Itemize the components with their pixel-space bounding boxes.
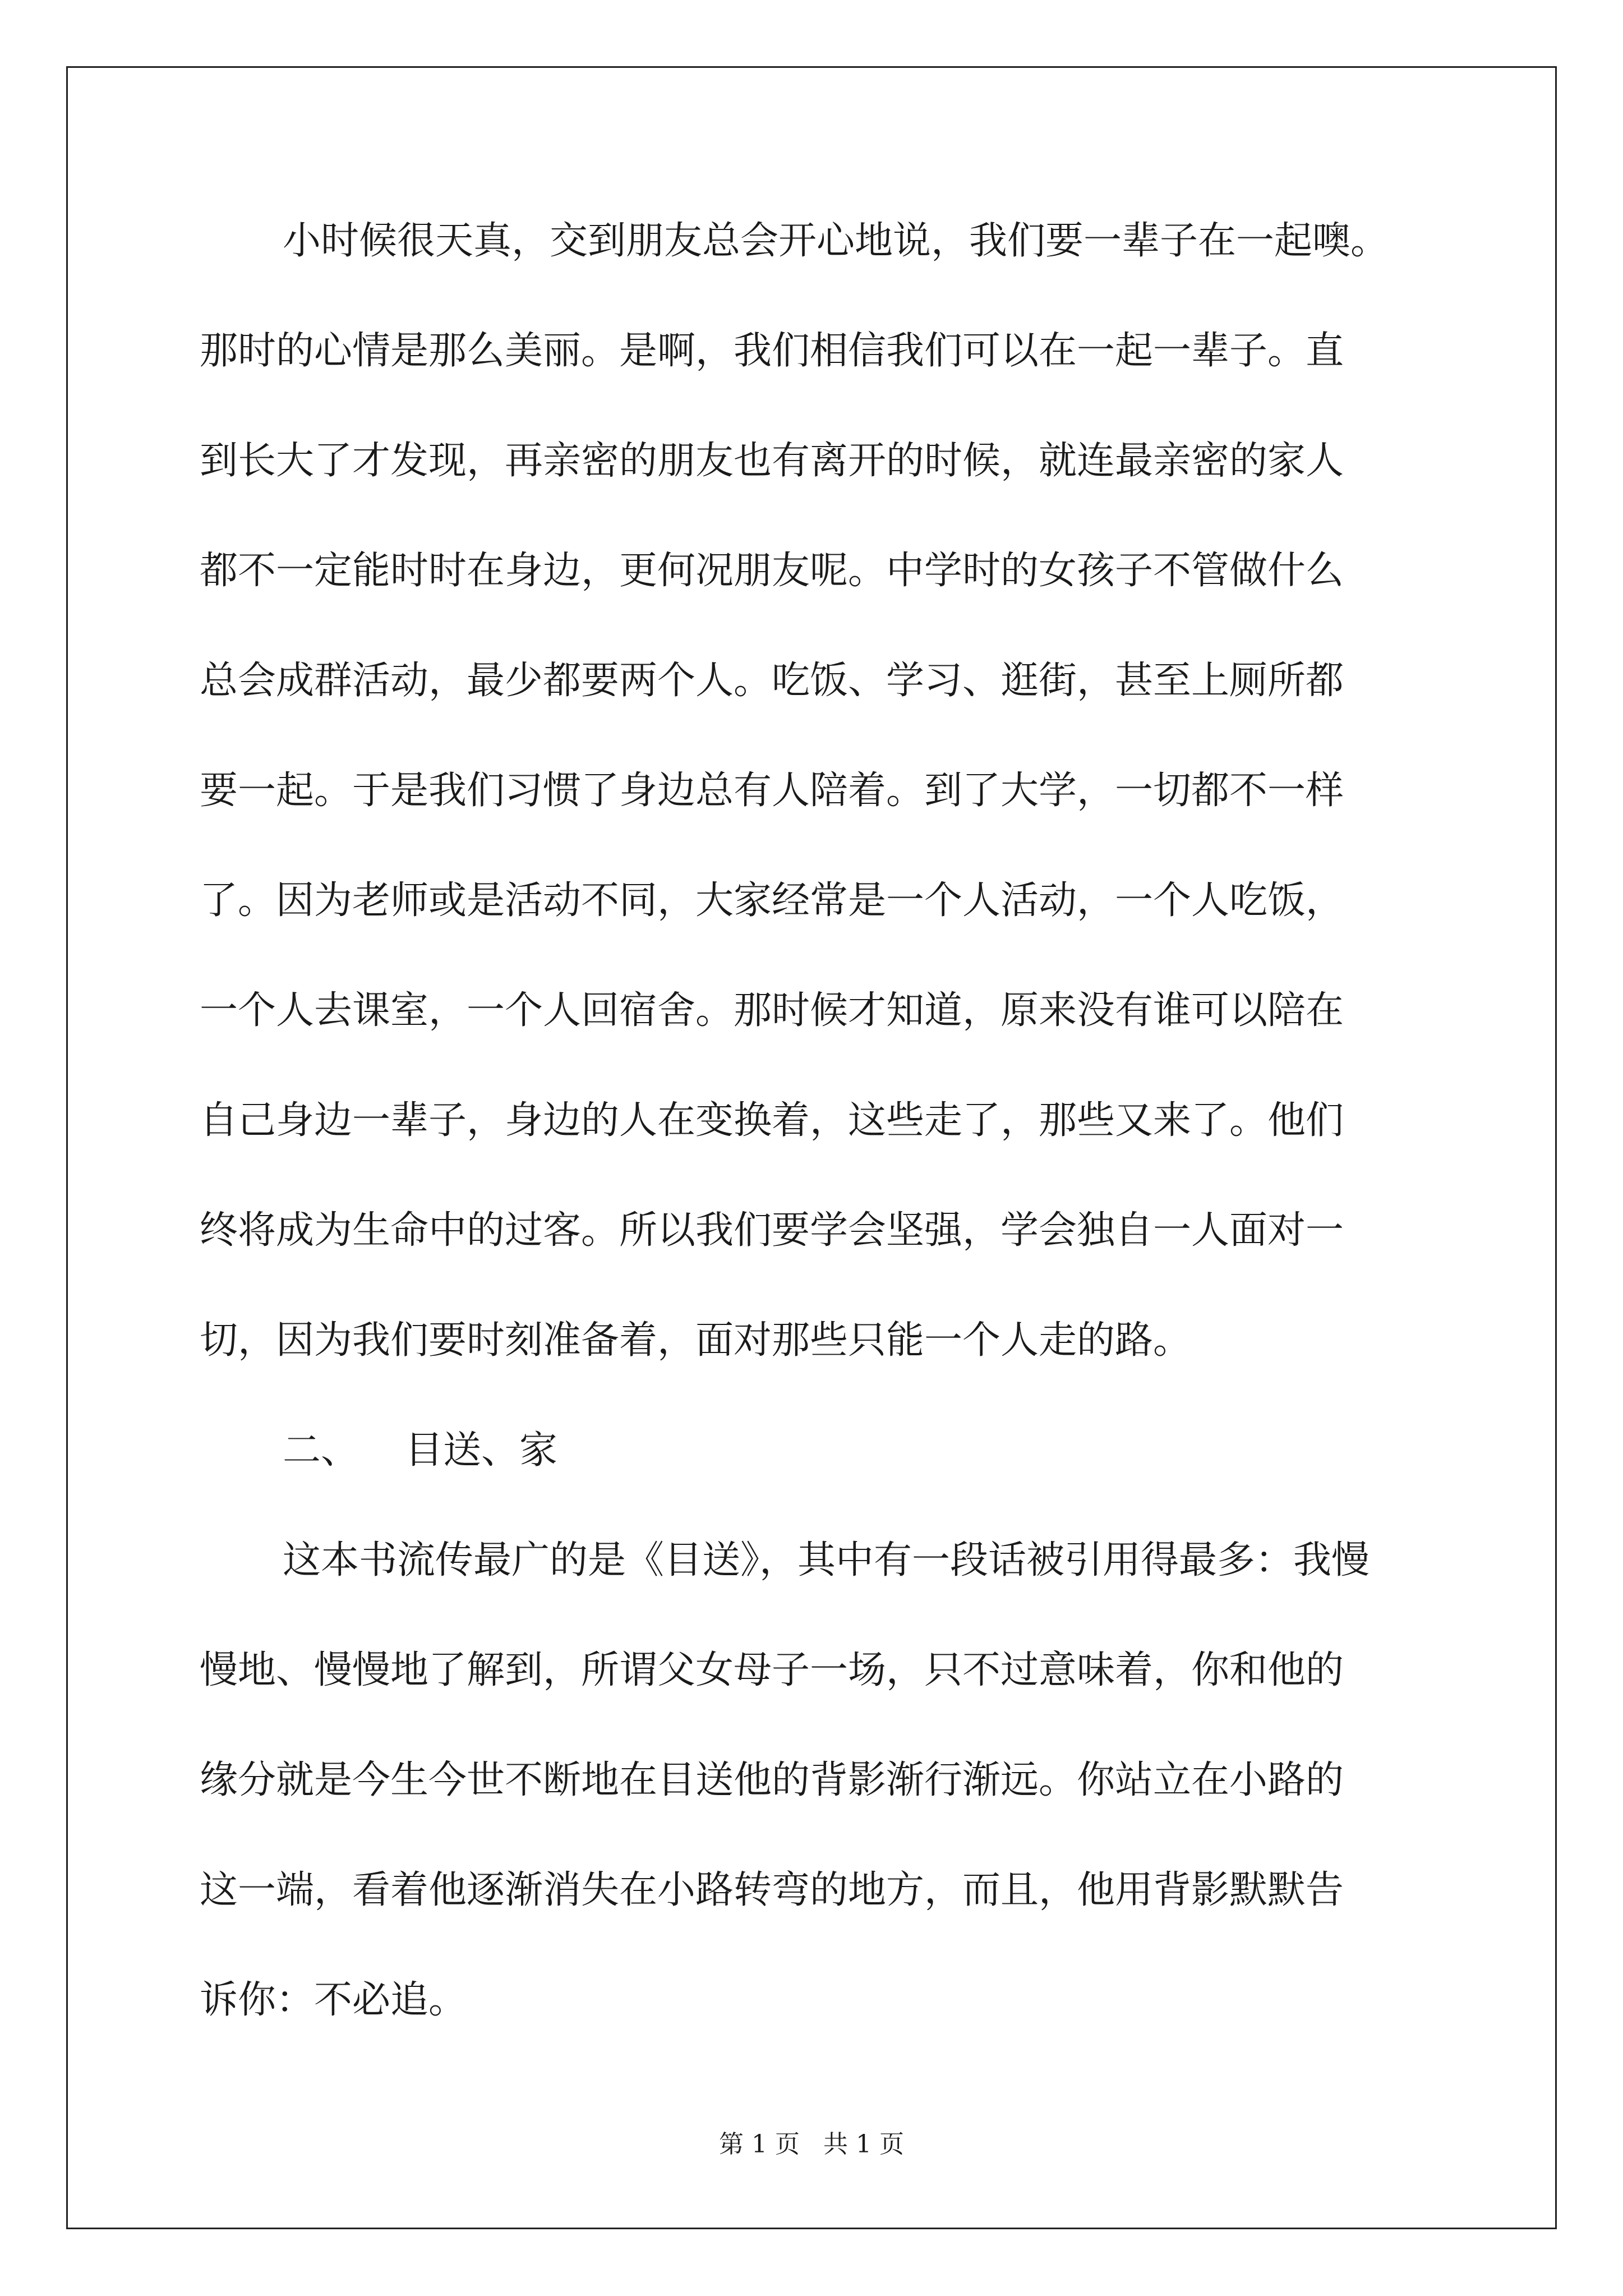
paragraph-1	[200, 208, 1433, 1417]
paragraph-line: 都不一定能时时在身边，更何况朋友呢。中学时的女孩子不管做什么	[200, 549, 1344, 593]
paragraph-line: 慢地、慢慢地了解到，所谓父女母子一场，只不过意味着，你和他的	[200, 1648, 1344, 1692]
paragraph-line: 终将成为生命中的过客。所以我们要学会坚强，学会独自一人面对一	[200, 1208, 1344, 1253]
paragraph-line: 这一端，看着他逐渐消失在小路转弯的地方，而且，他用背影默默告	[200, 1868, 1344, 1912]
section-title: 目送、家	[405, 1428, 558, 1473]
page-footer: 第 1 页 共 1 页	[719, 2130, 904, 2159]
paragraph-line: 总会成群活动，最少都要两个人。吃饭、学习、逛街，甚至上厕所都	[200, 659, 1344, 703]
paragraph-line: 缘分就是今生今世不断地在目送他的背影渐行渐远。你站立在小路的	[200, 1758, 1344, 1802]
section-heading	[200, 1417, 1433, 1527]
paragraph-line: 自己身边一辈子，身边的人在变换着，这些走了，那些又来了。他们	[200, 1098, 1344, 1143]
paragraph-line: 到长大了才发现，再亲密的朋友也有离开的时候，就连最亲密的家人	[200, 439, 1344, 483]
paragraph-line: 了。因为老师或是活动不同，大家经常是一个人活动，一个人吃饭，	[200, 878, 1344, 923]
paragraph-line: 要一起。于是我们习惯了身边总有人陪着。到了大学，一切都不一样	[200, 769, 1344, 813]
paragraph-2	[200, 1527, 1433, 2077]
paragraph-line: 那时的心情是那么美丽。是啊，我们相信我们可以在一起一辈子。直	[200, 329, 1344, 373]
paragraph-line: 切，因为我们要时刻准备着，面对那些只能一个人走的路。	[200, 1318, 1192, 1363]
paragraph-line: 这本书流传最广的是《目送》，其中有一段话被引用得最多：我慢	[283, 1538, 1370, 1582]
document-body	[200, 208, 1433, 2077]
paragraph-line: 诉你：不必追。	[200, 1978, 467, 2022]
paragraph-line: 小时候很天真，交到朋友总会开心地说，我们要一辈子在一起噢。	[283, 219, 1389, 263]
paragraph-line: 一个人去课室，一个人回宿舍。那时候才知道，原来没有谁可以陪在	[200, 988, 1344, 1033]
section-number: 二、	[283, 1428, 359, 1473]
